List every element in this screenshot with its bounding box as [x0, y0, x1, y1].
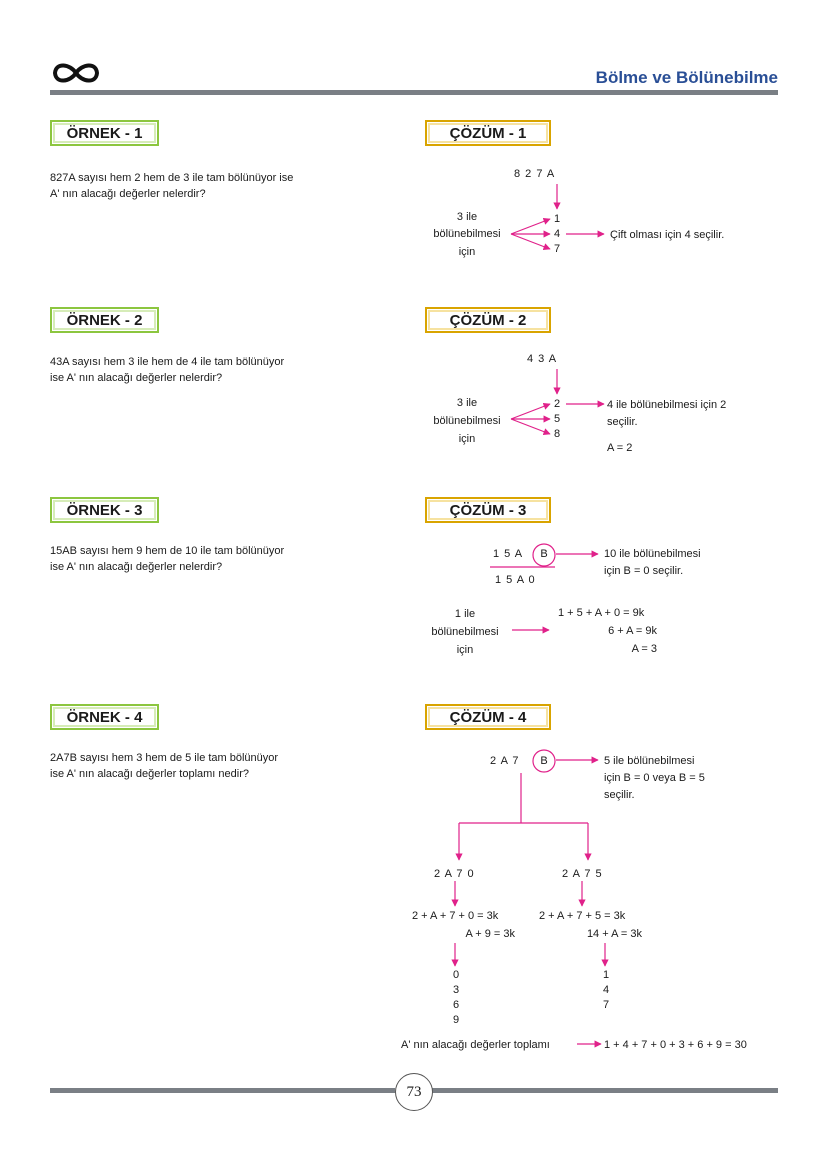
solution-2-rule-2: bölünebilmesi [433, 415, 501, 427]
solution-1-value: 1 [554, 213, 561, 225]
solution-4-left-value: 0 [453, 969, 460, 981]
solution-3-circled-digit: B [540, 548, 548, 560]
solution-4-left-value: 6 [453, 999, 460, 1011]
solution-4-circled-digit: B [540, 755, 548, 767]
solution-3-equation: A = 3 [631, 643, 657, 655]
solution-4-left-eq2: A + 9 = 3k [465, 928, 515, 940]
footer-divider-left [50, 1088, 395, 1093]
solution-4-total-equation: 1 + 4 + 7 + 0 + 3 + 6 + 9 = 30 [604, 1039, 747, 1051]
solution-2-value: 5 [554, 413, 561, 425]
solution-4-right-number: 2 A 7 5 [562, 868, 603, 880]
solution-2-rule-3: için [458, 433, 476, 445]
solution-1-value: 7 [554, 243, 561, 255]
solution-4-right-value: 7 [603, 999, 610, 1011]
example-2-label: ÖRNEK - 2 [50, 307, 159, 333]
solution-4-right-eq2: 14 + A = 3k [586, 928, 642, 940]
solution-1-value: 4 [554, 228, 561, 240]
solution-1-rule-2: bölünebilmesi [433, 228, 501, 240]
solution-4-note-line1: 5 ile bölünebilmesi [604, 755, 695, 767]
solution-3-rule-3: için [456, 644, 474, 656]
solution-4-total-label: A' nın alacağı değerler toplamı [401, 1039, 550, 1051]
example-2-question-line1: 43A sayısı hem 3 ile hem de 4 ile tam bölünüyor [50, 356, 285, 368]
solution-2-note-line1: 4 ile bölünebilmesi için 2 [607, 399, 727, 411]
solution-2-rule-1: 3 ile [456, 397, 478, 409]
solution-1-label: ÇÖZÜM - 1 [425, 120, 551, 146]
example-4-question-line1: 2A7B sayısı hem 3 hem de 5 ile tam bölünüyor [50, 752, 279, 764]
solution-3-number: 1 5 A [493, 548, 524, 560]
example-1-label: ÖRNEK - 1 [50, 120, 159, 146]
solution-3-label: ÇÖZÜM - 3 [425, 497, 551, 523]
solution-4-note-line2: için B = 0 veya B = 5 [604, 772, 705, 784]
solution-4-note-line3: seçilir. [604, 789, 635, 801]
chapter-title: Bölme ve Bölünebilme [595, 68, 778, 87]
solution-4-number: 2 A 7 [490, 755, 520, 767]
solution-4-right-value: 1 [603, 969, 610, 981]
solution-4-right-value: 4 [603, 984, 610, 996]
example-3-question-line1: 15AB sayısı hem 9 hem de 10 ile tam bölünüyor [50, 545, 285, 557]
footer-divider-right [431, 1088, 778, 1093]
solution-4-left-value: 9 [453, 1014, 460, 1026]
solution-4-label: ÇÖZÜM - 4 [425, 704, 551, 730]
solution-4-left-eq1: 2 + A + 7 + 0 = 3k [412, 910, 499, 922]
solution-3-rule-1: 1 ile [454, 608, 476, 620]
solution-2-note-line2: seçilir. [607, 416, 638, 428]
example-3-label: ÖRNEK - 3 [50, 497, 159, 523]
solution-4-right-eq1: 2 + A + 7 + 5 = 3k [539, 910, 626, 922]
solution-4-left-value: 3 [453, 984, 460, 996]
solution-2-result: A = 2 [607, 442, 633, 454]
solution-3-note-line1: 10 ile bölünebilmesi [604, 548, 701, 560]
solution-3-equation: 1 + 5 + A + 0 = 9k [558, 607, 645, 619]
solution-1-rule-3: için [458, 246, 476, 258]
example-4-question-line2: ise A' nın alacağı değerler toplamı nedir? [50, 768, 249, 780]
solution-3-number-2: 1 5 A 0 [495, 574, 536, 586]
page-number: 73 [395, 1073, 433, 1111]
solution-2-number: 4 3 A [527, 353, 558, 365]
solution-2-value: 2 [554, 398, 561, 410]
solution-2-value: 8 [554, 428, 561, 440]
solution-4-left-number: 2 A 7 0 [434, 868, 475, 880]
solution-2-label: ÇÖZÜM - 2 [425, 307, 551, 333]
solution-3-rule-2: bölünebilmesi [431, 626, 499, 638]
example-1-question-line2: A' nın alacağı değerler nelerdir? [50, 188, 206, 200]
solution-3-note-line2: için B = 0 seçilir. [604, 565, 684, 577]
example-1-question-line1: 827A sayısı hem 2 hem de 3 ile tam bölünüyor ise [50, 172, 294, 184]
example-2-question-line2: ise A' nın alacağı değerler nelerdir? [50, 372, 223, 384]
solution-1-rule-1: 3 ile [456, 211, 478, 223]
example-4-label: ÖRNEK - 4 [50, 704, 159, 730]
solution-3-equation: 6 + A = 9k [608, 625, 657, 637]
solution-1-number: 8 2 7 A [514, 168, 556, 180]
example-3-question-line2: ise A' nın alacağı değerler nelerdir? [50, 561, 223, 573]
solution-1-note: Çift olması için 4 seçilir. [610, 229, 725, 241]
